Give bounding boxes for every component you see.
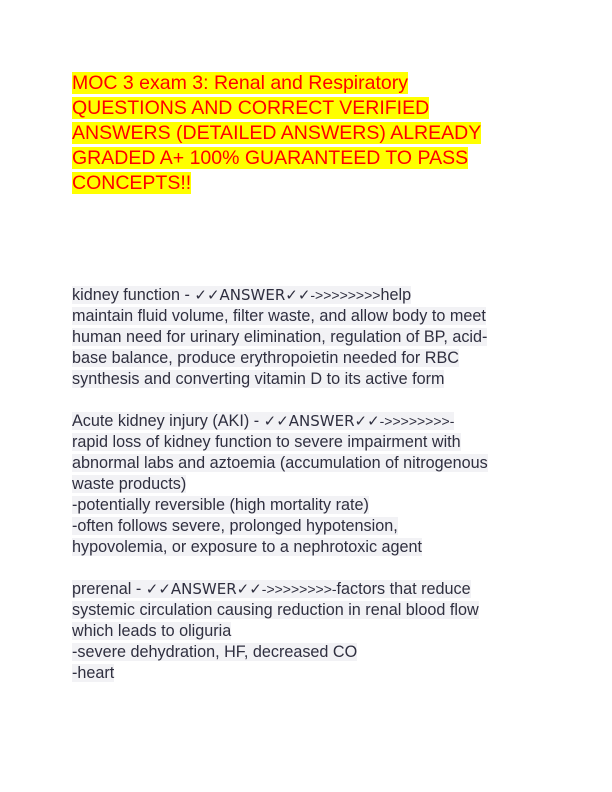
document-page	[72, 71, 542, 705]
spacer	[72, 196, 542, 285]
entry-answer-start: factors that reduce	[336, 580, 471, 598]
entry-first-line	[72, 411, 542, 432]
entry-term: kidney function -	[72, 286, 195, 304]
entry-answer-line: synthesis and converting vitamin D to its active form	[72, 370, 445, 388]
entry-term: Acute kidney injury (AKI) -	[72, 412, 264, 430]
entry-term: prerenal -	[72, 580, 146, 598]
entry-first-line	[72, 285, 542, 306]
answer-arrows: ->>>>>>>>-	[261, 581, 337, 597]
answer-marker: ✓✓ANSWER✓✓	[194, 286, 311, 304]
title-line: CONCEPTS!!	[72, 172, 192, 194]
entry-answer-line: hypovolemia, or exposure to a nephrotoxic agent	[72, 538, 423, 556]
qa-entry	[72, 579, 542, 684]
entry-answer-line: maintain fluid volume, filter waste, and allow body to meet	[72, 307, 486, 325]
title-line: ANSWERS (DETAILED ANSWERS) ALREADY	[72, 122, 482, 144]
entry-answer-line: waste products)	[72, 475, 187, 493]
entry-answer-line: rapid loss of kidney function to severe impairment with	[72, 433, 461, 451]
document-title	[72, 71, 542, 196]
answer-marker: ✓✓ANSWER✓✓	[263, 412, 380, 430]
title-line: MOC 3 exam 3: Renal and Respiratory	[72, 72, 408, 94]
qa-entry	[72, 411, 542, 558]
entry-answer-line: -severe dehydration, HF, decreased CO	[72, 643, 358, 661]
entry-answer-start: help	[380, 286, 412, 304]
entry-answer-line: which leads to oliguria	[72, 622, 232, 640]
entry-answer-line: systemic circulation causing reduction in renal blood flow	[72, 601, 479, 619]
answer-arrows: ->>>>>>>>-	[379, 413, 455, 429]
answer-marker: ✓✓ANSWER✓✓	[145, 580, 262, 598]
title-line: QUESTIONS AND CORRECT VERIFIED	[72, 97, 430, 119]
entry-answer-line: abnormal labs and aztoemia (accumulation of nitrogenous	[72, 454, 488, 472]
entry-answer-line: -heart	[72, 664, 115, 682]
entry-answer-line: -potentially reversible (high mortality rate)	[72, 496, 369, 514]
entry-answer-line: -often follows severe, prolonged hypotension,	[72, 517, 398, 535]
qa-entry	[72, 285, 542, 390]
entry-first-line	[72, 579, 542, 600]
answer-arrows: ->>>>>>>>	[310, 287, 381, 303]
entry-answer-line: human need for urinary elimination, regulation of BP, acid-	[72, 328, 488, 346]
title-line: GRADED A+ 100% GUARANTEED TO PASS	[72, 147, 469, 169]
entry-answer-line: base balance, produce erythropoietin needed for RBC	[72, 349, 459, 367]
